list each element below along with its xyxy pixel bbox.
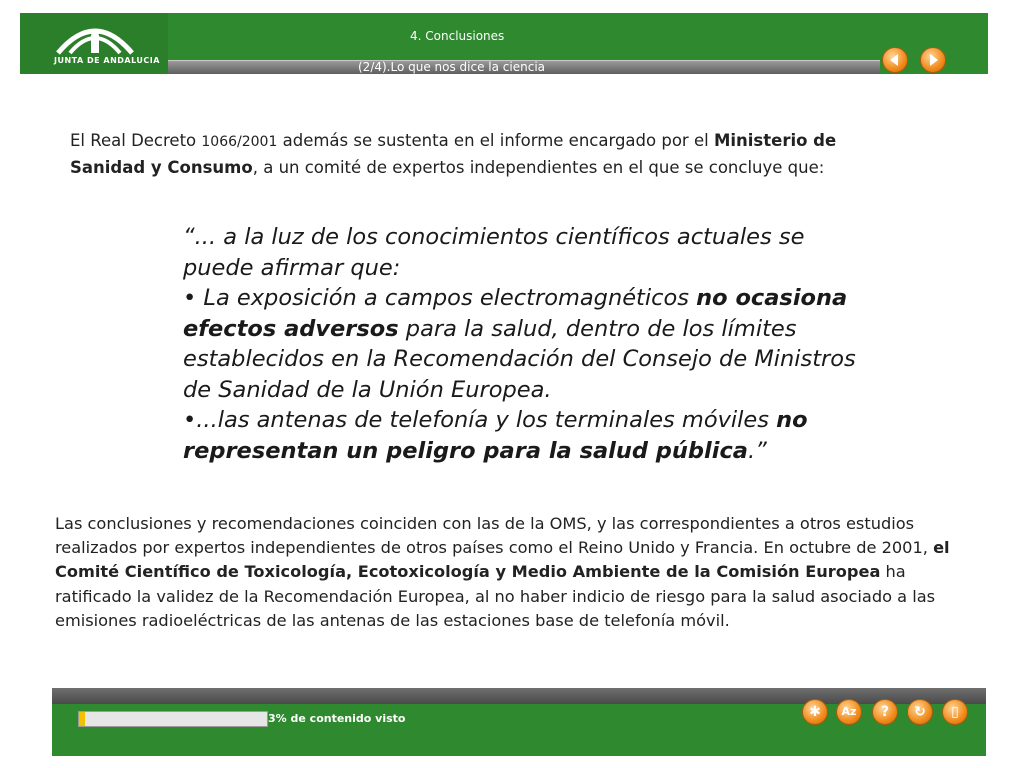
refresh-icon: ↻ [914, 704, 926, 720]
intro-text-3: , a un comité de expertos independientes en el que se concluye que: [252, 158, 825, 177]
refresh-button[interactable] [907, 699, 933, 725]
exit-icon: ▯ [951, 704, 959, 720]
quote-bullet-2 [183, 405, 873, 466]
conclusion-text-a: Las conclusiones y recomendaciones coinciden con las de la OMS, y las correspondientes a otros estudios realizados por expertos independientes de otros países como el Reino Unido y Francia. En octubre de 2001, [55, 514, 934, 558]
intro-text-1: El Real Decreto [70, 131, 202, 150]
arrow-right-icon [926, 53, 940, 67]
expert-quote [183, 222, 873, 466]
quote-bullet-2-bold: no representan un peligro para la salud pública [183, 407, 808, 464]
quote-bullet-2-text-a: •...las antenas de telefonía y los terminales móviles [183, 407, 777, 433]
progress-fill [79, 712, 85, 726]
quote-bullet-1 [183, 283, 873, 405]
progress-label: 3% de contenido visto [268, 712, 406, 725]
section-title: 4. Conclusiones [410, 29, 505, 43]
previous-page-button[interactable] [882, 47, 908, 73]
header-bar [20, 13, 988, 74]
quote-bullet-1-text-b: para la salud, dentro de los límites establecidos en la Recomendación del Consejo de Ministros de Sanidad de la Unión Europea. [183, 315, 856, 403]
footer-bar [52, 688, 986, 756]
page-subtitle: (2/4).Lo que nos dice la ciencia [358, 60, 546, 74]
quote-bullet-2-text-b: .” [747, 437, 767, 464]
conclusion-text-b: ha ratificado la validez de la Recomendación Europea, al no haber indicio de riesgo para la salud asociado a las emisiones radioeléctricas de las antenas de las estaciones base de telefonía móvil. [55, 562, 936, 630]
help-icon: ? [880, 704, 890, 720]
quote-intro: “... a la luz de los conocimientos científicos actuales se puede afirmar que: [183, 224, 805, 281]
logo [20, 13, 168, 74]
quote-bullet-1-text-a: • La exposición a campos electromagnéticos [183, 285, 697, 311]
subtitle-bar [168, 60, 880, 74]
intro-paragraph [70, 128, 870, 181]
quote-bullet-1-bold: no ocasiona efectos adversos [183, 285, 848, 342]
navigation-button[interactable] [802, 699, 828, 725]
conclusion-committee: el Comité Científico de Toxicología, Ecotoxicología y Medio Ambiente de la Comisión Europea [55, 538, 950, 582]
help-button[interactable] [872, 699, 898, 725]
navigation-icon: ✱ [809, 704, 821, 720]
exit-button[interactable] [942, 699, 968, 725]
progress-bar [78, 711, 268, 727]
conclusion-paragraph [55, 512, 960, 633]
arrow-left-icon [888, 53, 902, 67]
logo-text: JUNTA DE ANDALUCIA [54, 56, 160, 65]
decree-number: 1066/2001 [201, 134, 278, 150]
glossary-icon: Az [841, 705, 857, 718]
next-page-button[interactable] [920, 47, 946, 73]
junta-logo-icon [50, 15, 140, 57]
ministry-name: Ministerio de Sanidad y Consumo [70, 131, 837, 177]
glossary-button[interactable] [836, 699, 862, 725]
intro-text-2: además se sustenta en el informe encargado por el [277, 131, 714, 150]
